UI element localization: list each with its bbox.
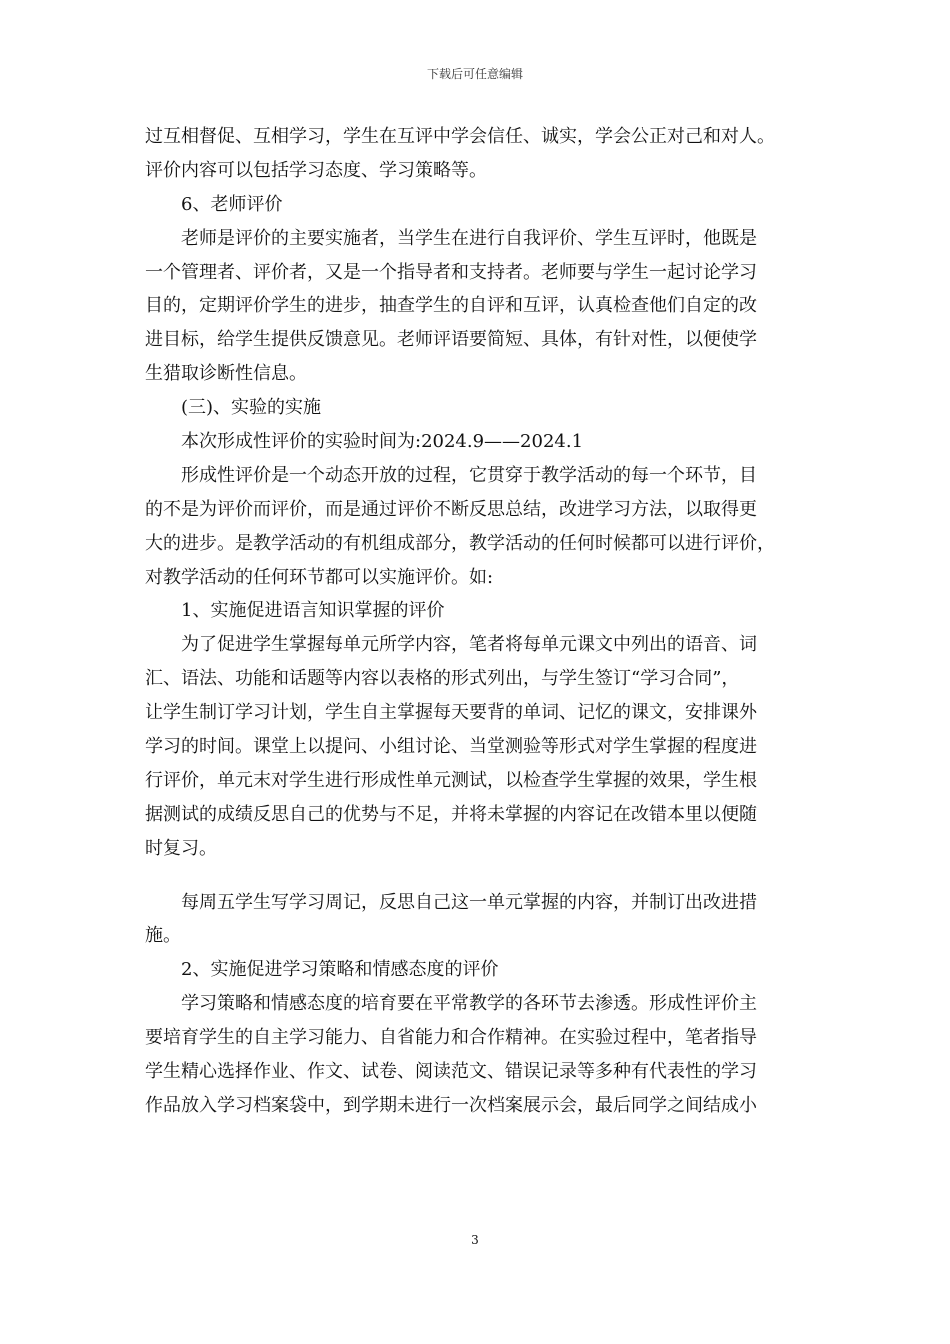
- text-line: 让学生制订学习计划，学生自主掌握每天要背的单词、记忆的课文，安排课外: [145, 702, 757, 724]
- text-line: 生猎取诊断性信息。: [145, 363, 307, 385]
- text-line: 进目标，给学生提供反馈意见。老师评语要简短、具体，有针对性，以便使学: [145, 329, 757, 351]
- text-line: 老师是评价的主要实施者，当学生在进行自我评价、学生互评时，他既是: [181, 227, 757, 249]
- text-line: 学习的时间。课堂上以提问、小组讨论、当堂测验等形式对学生掌握的程度进: [145, 736, 757, 758]
- text-line: 的不是为评价而评价，而是通过评价不断反思总结，改进学习方法，以取得更: [145, 498, 757, 520]
- page-header: 下载后可任意编辑: [426, 67, 523, 81]
- document-body: [145, 120, 807, 1123]
- text-line: 行评价，单元末对学生进行形成性单元测试，以检查学生掌握的效果，学生根: [145, 769, 757, 791]
- section-heading: 2、实施促进学习策略和情感态度的评价: [181, 959, 499, 981]
- text-line: 大的进步。是教学活动的有机组成部分，教学活动的任何时候都可以进行评价，: [145, 532, 775, 554]
- section-heading: 1、实施促进语言知识掌握的评价: [181, 600, 445, 622]
- text-line: 施。: [145, 925, 181, 947]
- text-line: 一个管理者、评价者，又是一个指导者和支持者。老师要与学生一起讨论学习: [145, 261, 757, 283]
- text-line: 过互相督促、互相学习，学生在互评中学会信任、诚实，学会公正对己和对人。: [145, 126, 775, 147]
- text-line: 形成性评价是一个动态开放的过程，它贯穿于教学活动的每一个环节，目: [181, 464, 757, 486]
- text-line: 学习策略和情感态度的培育要在平常教学的各环节去渗透。形成性评价主: [181, 993, 757, 1015]
- text-line: 对教学活动的任何环节都可以实施评价。如:: [145, 566, 494, 588]
- text-line: 为了促进学生掌握每单元所学内容，笔者将每单元课文中列出的语音、词: [181, 634, 757, 656]
- text-line: 时复习。: [145, 837, 217, 859]
- page-number: 3: [471, 1233, 479, 1247]
- text-line: 评价内容可以包括学习态度、学习策略等。: [145, 159, 487, 181]
- section-heading: (三)、实验的实施: [181, 397, 322, 419]
- text-line: 目的，定期评价学生的进步，抽查学生的自评和互评，认真检查他们自定的改: [145, 295, 757, 317]
- section-heading: 6、老师评价: [181, 193, 283, 215]
- text-line: 要培育学生的自主学习能力、自省能力和合作精神。在实验过程中，笔者指导: [145, 1027, 757, 1049]
- text-line: 作品放入学习档案袋中，到学期未进行一次档案展示会，最后同学之间结成小: [145, 1094, 757, 1116]
- text-line: 据测试的成绩反思自己的优势与不足，并将未掌握的内容记在改错本里以便随: [145, 803, 757, 825]
- paragraph-gap: [145, 866, 807, 886]
- text-line: 汇、语法、功能和话题等内容以表格的形式列出，与学生签订“学习合同”，: [145, 668, 740, 690]
- text-line: 学生精心选择作业、作文、试卷、阅读范文、错误记录等多种有代表性的学习: [145, 1061, 757, 1083]
- text-line: 本次形成性评价的实验时间为:2024.9——2024.1: [181, 431, 584, 453]
- text-line: 每周五学生写学习周记，反思自己这一单元掌握的内容，并制订出改进措: [181, 891, 757, 913]
